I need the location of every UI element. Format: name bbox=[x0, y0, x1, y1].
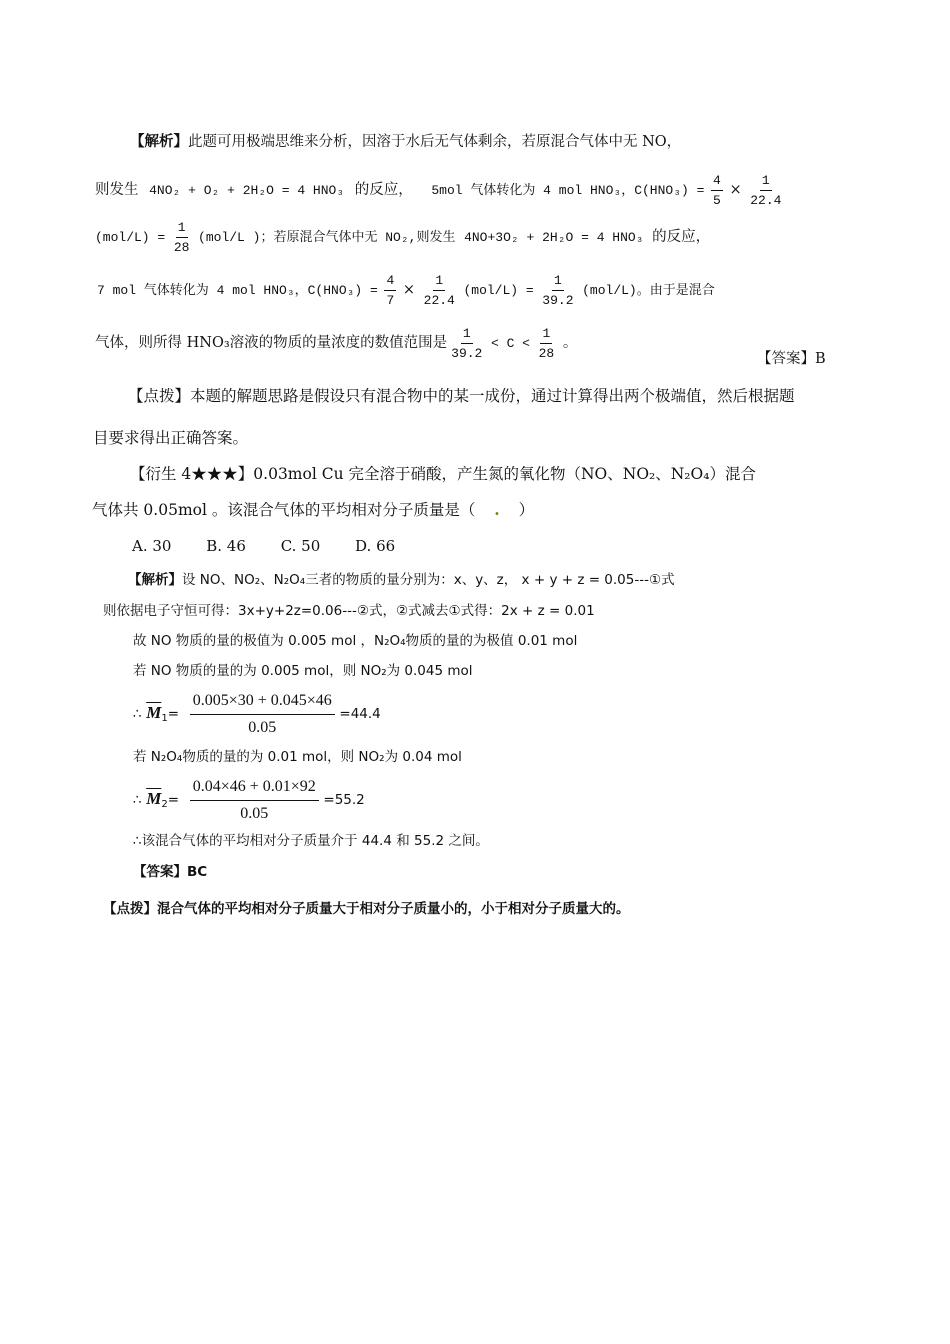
mean-mass-formula-2 bbox=[133, 774, 365, 830]
hint-text: 本题的解题思路是假设只有混合物中的某一成份，通过计算得出两个极端值，然后根据题 bbox=[190, 387, 795, 405]
question-text: ） bbox=[518, 501, 535, 519]
analysis-line-5 bbox=[95, 323, 577, 364]
analysis-text: 此题可用极端思维来分析，因溶于水后无气体剩余，若原混合气体中无 NO， bbox=[188, 134, 682, 150]
fraction-1-28: $\frac{1}{28}$ bbox=[173, 219, 190, 255]
fraction-1-39.2: $\frac{1}{39.2}$ bbox=[542, 272, 574, 308]
answer-1: 【答案】B bbox=[757, 351, 826, 367]
solution-line-3: 故 NO 物质的量的极值为 0.005 mol ，N₂O₄物质的量的为极值 0.01 mol bbox=[133, 633, 578, 649]
text-segment: 。 bbox=[562, 335, 578, 351]
result-1: =44.4 bbox=[339, 706, 381, 722]
result-2: =55.2 bbox=[323, 792, 365, 808]
fraction-1-22.4: $\frac{1}{22.4}$ bbox=[750, 172, 782, 208]
option-b: B. 46 bbox=[206, 537, 246, 555]
question-4-line-2 bbox=[92, 500, 534, 520]
option-d: D. 66 bbox=[355, 537, 396, 555]
text-segment: 7 mol 气体转化为 4 mol HNO₃，C(HNO₃) = bbox=[97, 283, 378, 298]
solution-conclusion: ∴该混合气体的平均相对分子质量介于 44.4 和 55.2 之间。 bbox=[133, 833, 489, 849]
analysis-line-1 bbox=[130, 132, 681, 152]
text-segment: (mol/L )；若原混合气体中无 NO₂,则发生 bbox=[198, 230, 456, 245]
fraction-1-39.2: $\frac{1}{39.2}$ bbox=[451, 325, 483, 361]
text-segment: 的反应， bbox=[652, 229, 711, 245]
mean-mass-symbol: $\overline{M}$ bbox=[146, 703, 162, 722]
analysis-label: 【解析】 bbox=[130, 133, 188, 150]
fraction-4-5: $\frac{4}{5}$ bbox=[713, 172, 721, 208]
solution-line-5: 若 N₂O₄物质的量的为 0.01 mol，则 NO₂为 0.04 mol bbox=[133, 749, 462, 765]
question-4-line-1 bbox=[130, 464, 756, 484]
solution-line-2: 则依据电子守恒可得：3x+y+2z=0.06---②式，②式减去①式得：2x + z = 0.01 bbox=[103, 603, 595, 619]
option-a: A. 30 bbox=[132, 537, 172, 555]
mean-mass-symbol: $\overline{M}$ bbox=[146, 789, 162, 808]
options-row bbox=[132, 536, 395, 556]
question-text: 气体共 0.05mol 。该混合气体的平均相对分子质量是（ bbox=[92, 501, 476, 519]
fraction-4-7: $\frac{4}{7}$ bbox=[386, 272, 395, 308]
fraction-1-22.4: $\frac{1}{22.4}$ bbox=[423, 272, 455, 308]
text-segment: (mol/L) = bbox=[463, 283, 534, 298]
mean-mass-formula-1 bbox=[133, 688, 381, 744]
text-segment: 气体，则所得 HNO₃溶液的物质的量浓度的数值范围是 bbox=[95, 335, 448, 351]
text-segment: 则发生 bbox=[95, 182, 139, 198]
text-segment: (mol/L) = bbox=[95, 230, 166, 245]
final-hint bbox=[103, 899, 630, 919]
text-segment: 的反应， bbox=[354, 182, 413, 198]
hint-text: 混合气体的平均相对分子质量大于相对分子质量小的，小于相对分子质量大的。 bbox=[157, 901, 630, 917]
subscript: 2 bbox=[161, 799, 168, 810]
analysis-line-2 bbox=[95, 170, 785, 211]
therefore-symbol: ∴ bbox=[133, 706, 142, 722]
times-symbol: × bbox=[402, 282, 416, 298]
equals: = bbox=[167, 706, 180, 722]
solution-line-4: 若 NO 物质的量的为 0.005 mol，则 NO₂为 0.045 mol bbox=[133, 663, 473, 679]
equation-1: 4NO₂ + O₂ + 2H₂O = 4 HNO₃ bbox=[149, 183, 345, 198]
times-symbol: × bbox=[729, 182, 742, 198]
mean-mass-fraction-1: $\frac{0.005\times 30 + 0.045\times 46}{0.05}$ bbox=[190, 689, 335, 740]
equals: = bbox=[167, 792, 180, 808]
mean-mass-fraction-2: $\frac{0.04\times 46 + 0.01\times 92}{0.05}$ bbox=[190, 775, 319, 826]
text-segment: (mol/L)。由于是混合 bbox=[582, 283, 715, 298]
option-c: C. 50 bbox=[280, 537, 321, 555]
hint-line-2: 目要求得出正确答案。 bbox=[93, 429, 249, 447]
subscript: 1 bbox=[161, 713, 168, 724]
hint-label: 【点拨】 bbox=[128, 387, 191, 405]
question-text: 0.03mol Cu 完全溶于硝酸，产生氮的氧化物（NO、NO₂、N₂O₄）混合 bbox=[253, 465, 756, 483]
inequality: < C < bbox=[490, 336, 530, 351]
hint-line-1 bbox=[128, 386, 795, 406]
answer-blank-mark: . bbox=[494, 500, 500, 519]
solution-line-1 bbox=[128, 570, 675, 590]
analysis-line-4 bbox=[97, 270, 715, 311]
therefore-symbol: ∴ bbox=[133, 792, 142, 808]
analysis-line-3 bbox=[95, 217, 710, 258]
hint-label: 【点拨】 bbox=[103, 901, 157, 917]
fraction-1-28: $\frac{1}{28}$ bbox=[538, 325, 555, 361]
answer-2: 【答案】BC bbox=[133, 864, 208, 880]
solution-text: 设 NO、NO₂、N₂O₄三者的物质的量分别为：x、y、z， x + y + z = 0.05---①式 bbox=[182, 572, 675, 588]
solution-label: 【解析】 bbox=[128, 572, 182, 588]
question-title: 【衍生 4★★★】 bbox=[130, 465, 254, 483]
text-segment: 5mol 气体转化为 4 mol HNO₃，C(HNO₃) = bbox=[431, 183, 705, 198]
equation-2: 4NO+3O₂ + 2H₂O = 4 HNO₃ bbox=[464, 230, 644, 245]
